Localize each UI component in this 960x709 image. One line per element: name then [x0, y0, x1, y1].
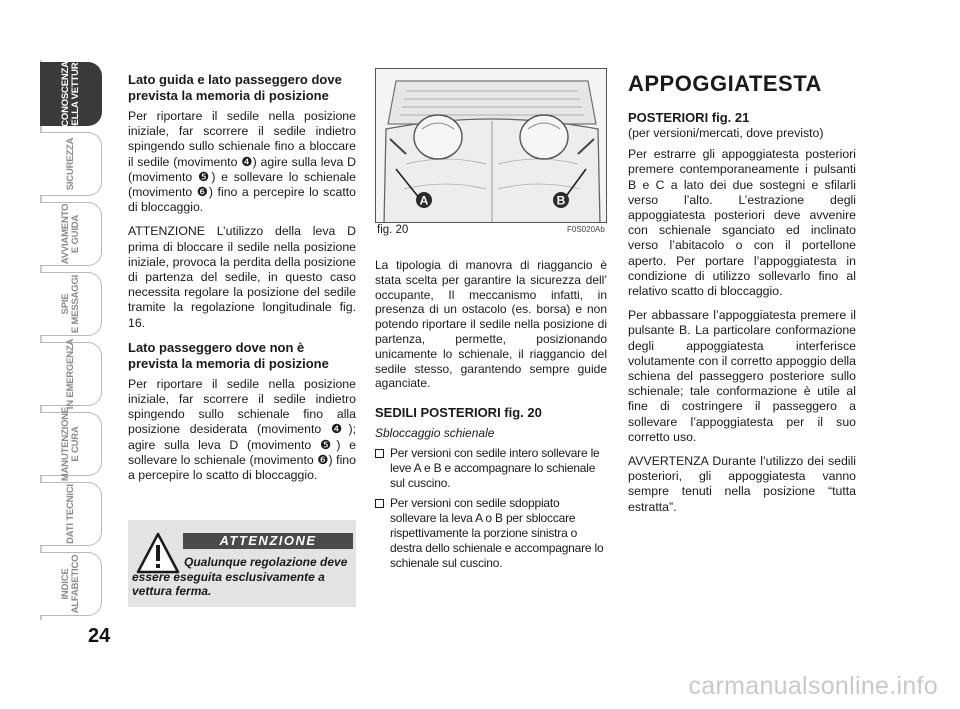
tab-conoscenza-vettura[interactable] [40, 55, 102, 133]
section-heading: POSTERIORI fig. 21 [628, 110, 750, 125]
tab-label: IN EMERGENZA [64, 338, 76, 410]
paragraph: La tipologia di manovra di riaggancio è stata scelta per garantire la sicurezza dell’ occupante, Il meccanismo infatti, in presenza di un ostacolo (es. borsa) e non potendo riportare il sedile nella posizione di partenza, permette, posizionando unicamente lo schienale, il riaggancio del sedile stesso, garantendo sempre guide aganciate. [375, 258, 607, 391]
list-item [375, 446, 607, 490]
paragraph: ATTENZIONE L’utilizzo della leva D prima di bloccare il sedile nella posizione iniziale, provoca la perdita della posizione di partenza del sedile, in questo caso necessita regolare la posizione del sedile tramite la regolazione longitudinale fig. 16. [128, 224, 356, 330]
tab-spie-messaggi[interactable] [40, 272, 102, 336]
tab-label: MANUTENZIONE E CURA [59, 406, 81, 482]
tab-indice-alfabetico[interactable] [40, 552, 102, 616]
list-item-text: Per versioni con sedile intero sollevare le leve A e B e accompagnare lo schienale sul cuscino. [390, 445, 600, 490]
section-heading: SEDILI POSTERIORI fig. 20 [375, 405, 542, 421]
paragraph: Per riportare il sedile nella posizione iniziale, far scorrere il sedile indietro spingendo sullo schienale fino a bloccare il sedile (movimento ❹) agire sulla leva D (movimento ❺) e sollevare lo schienale (movimento ❻) fino a percepire lo scatto di bloccaggio. [128, 109, 356, 215]
tab-avviamento-guida[interactable] [40, 202, 102, 266]
tab-label: AVVIAMENTO E GUIDA [59, 203, 81, 265]
paragraph: Per estrarre gli appoggiatesta posteriori premere contemporaneamente i pulsanti B e C a lato dei due sostegni e sfilarli verso l’alto. L’estrazione degli appoggiatesta posteriori deve avvenire con schienale sganciato ed inclinato verso l’abitacolo o con il portellone aperto. Per portare l’appoggiatesta in condizione di utilizzo sollevarlo fino al relativo scatto di bloccaggio. [628, 147, 856, 299]
warning-box [128, 520, 356, 607]
paragraph: AVVERTENZA Durante l’utilizzo dei sedili posteriori, gli appoggiatesta vanno sempre tenuti nella posizione “tutta estratta”. [628, 454, 856, 514]
list-item-text: Per versioni con sedile sdoppiato sollevare la leva A o B per sbloccare rispettivamente la porzione sinistra o destra dello schienale e accompagnare lo schienale sul cuscino. [390, 496, 604, 570]
section-note: (per versioni/mercati, dove previsto) [628, 126, 824, 140]
section-heading: Lato passeggero dove non è prevista la memoria di posizione [128, 339, 329, 371]
figure-caption: fig. 20 [377, 224, 409, 236]
paragraph: Per abbassare l’appoggiatesta premere il pulsante B. La particolare conformazione degli appoggiatesta interferisce volutamente con il corretto appoggio della schiena del passeggero posteriore sullo schienale; tale conformazione è utile al fine di costringere il passeggero a sollevare l’appoggiatesta per il suo corretto uso. [628, 308, 856, 444]
tab-label: SPIE E MESSAGGI [59, 274, 81, 334]
list-item [375, 496, 607, 570]
tab-sicurezza[interactable] [40, 132, 102, 196]
column-left [128, 72, 356, 492]
section-heading: Lato guida e lato passeggero dove prevista la memoria di posizione [128, 72, 342, 103]
watermark: carmanualsonline.info [688, 672, 938, 700]
rear-seat-illustration [376, 69, 607, 223]
tab-in-emergenza[interactable] [40, 338, 102, 410]
tab-label: SICUREZZA [64, 137, 76, 191]
column-middle [375, 258, 607, 576]
figure-rear-seat [375, 68, 607, 223]
figure-label-b: B [556, 193, 566, 208]
tab-label: CONOSCENZA DELLA VETTURA [59, 55, 81, 133]
tab-manutenzione-cura[interactable] [40, 406, 102, 482]
tab-label: DATI TECNICI [64, 484, 76, 544]
figure-label-a: A [419, 193, 429, 208]
figure-code: F0S020Ab [567, 225, 605, 234]
checkbox-bullet-icon [375, 499, 384, 508]
section-title: APPOGGIATESTA [628, 71, 822, 96]
warning-text-content: Qualunque regolazione deve essere eseguita esclusivamente a vettura ferma. [132, 555, 348, 598]
paragraph: Per riportare il sedile nella posizione iniziale, far scorrere il sedile indietro spingendo sullo schienale fino alla posizione desiderata (movimento ❹); agire sulla leva D (movimento ❺) e sollevare lo schienale (movimento ❻) fino a percepire lo scatto di bloccaggio. [128, 376, 356, 483]
tab-dati-tecnici[interactable] [40, 482, 102, 546]
checkbox-bullet-icon [375, 449, 384, 458]
warning-label: ATTENZIONE [183, 533, 353, 549]
warning-text [132, 555, 352, 599]
tab-label: INDICE ALFABETICO [59, 554, 81, 614]
page-number: 24 [88, 625, 111, 647]
column-right [628, 72, 856, 524]
subheading: Sbloccaggio schienale [375, 426, 495, 441]
